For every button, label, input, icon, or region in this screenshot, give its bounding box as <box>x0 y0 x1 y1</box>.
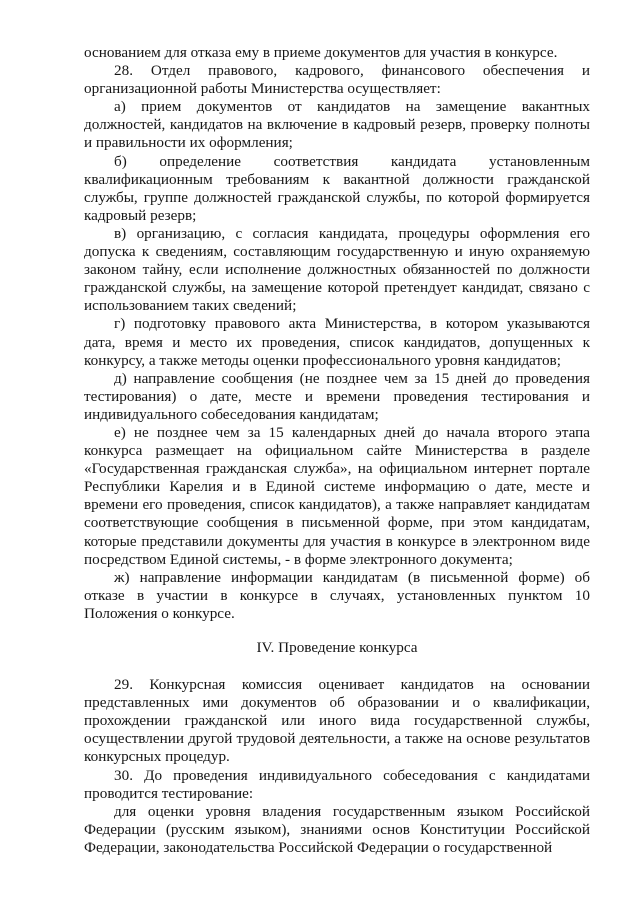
section-heading: IV. Проведение конкурса <box>256 639 418 656</box>
paragraph-28-b: б) определение соответствия кандидата установленным квалификационным требованиям к вакантной должности гражданской службы, группе должностей гражданской службы, по которой формируется кадровый резерв; <box>84 152 590 224</box>
paragraph-30-testing: для оценки уровня владения государственным языком Российской Федерации (русским языком), знаниями основ Конституции Российской Федерации, законодательства Российской Федерации о государственной <box>84 802 590 856</box>
paragraph-29: 29. Конкурсная комиссия оценивает кандидатов на основании представленных ими документов об образовании и о квалификации, прохождении гражданской или иного вида государственной службы, осуществлении другой трудовой деятельности, а также на основе результатов конкурсных процедур. <box>84 676 590 766</box>
paragraph-28-v: в) организацию, с согласия кандидата, процедуры оформления его допуска к сведениям, составляющим государственную и иную охраняемую законом тайну, если исполнение должностных обязанностей по должности гражданской службы, на замещение которой претендует кандидат, связано с использованием таких сведений; <box>84 224 590 315</box>
paragraph-28-a: а) прием документов от кандидатов на замещение вакантных должностей, кандидатов на включение в кадровый резерв, проверку полноты и правильности их оформления; <box>84 98 590 152</box>
paragraph-28: 28. Отдел правового, кадрового, финансового обеспечения и организационной работы Министерства осуществляет: <box>84 62 590 98</box>
paragraph-28-zh: ж) направление информации кандидатам (в письменной форме) об отказе в участии в конкурсе в случаях, установленных пунктом 10 Положения о конкурсе. <box>84 568 590 622</box>
paragraph-30: 30. До проведения индивидуального собеседования с кандидатами проводится тестирование: <box>84 766 590 802</box>
paragraph-28-e: е) не позднее чем за 15 календарных дней до начала второго этапа конкурса размещает на официальном сайте Министерства в разделе «Государственная гражданская служба», на официальном интернет портале Республики Карелия и в Единой системе информацию о дате, месте и времени его проведения, список кандидатов), а также направляет кандидатам соответствующие сообщения в письменной форме, при этом кандидатам, которые представили документы для участия в конкурсе в электронном виде посредством Единой системы, - в форме электронного документа; <box>84 423 590 568</box>
paragraph-28-g: г) подготовку правового акта Министерства, в котором указываются дата, время и место их проведения, список кандидатов, допущенных к конкурсу, а также методы оценки профессионального уровня кандидатов; <box>84 315 590 369</box>
paragraph-28-d: д) направление сообщения (не позднее чем за 15 дней до проведения тестирования) о дате, месте и времени проведения тестирования и индивидуального собеседования кандидатам; <box>84 369 590 423</box>
document-page <box>84 44 590 857</box>
paragraph-continuation: основанием для отказа ему в приеме документов для участия в конкурсе. <box>84 44 558 61</box>
